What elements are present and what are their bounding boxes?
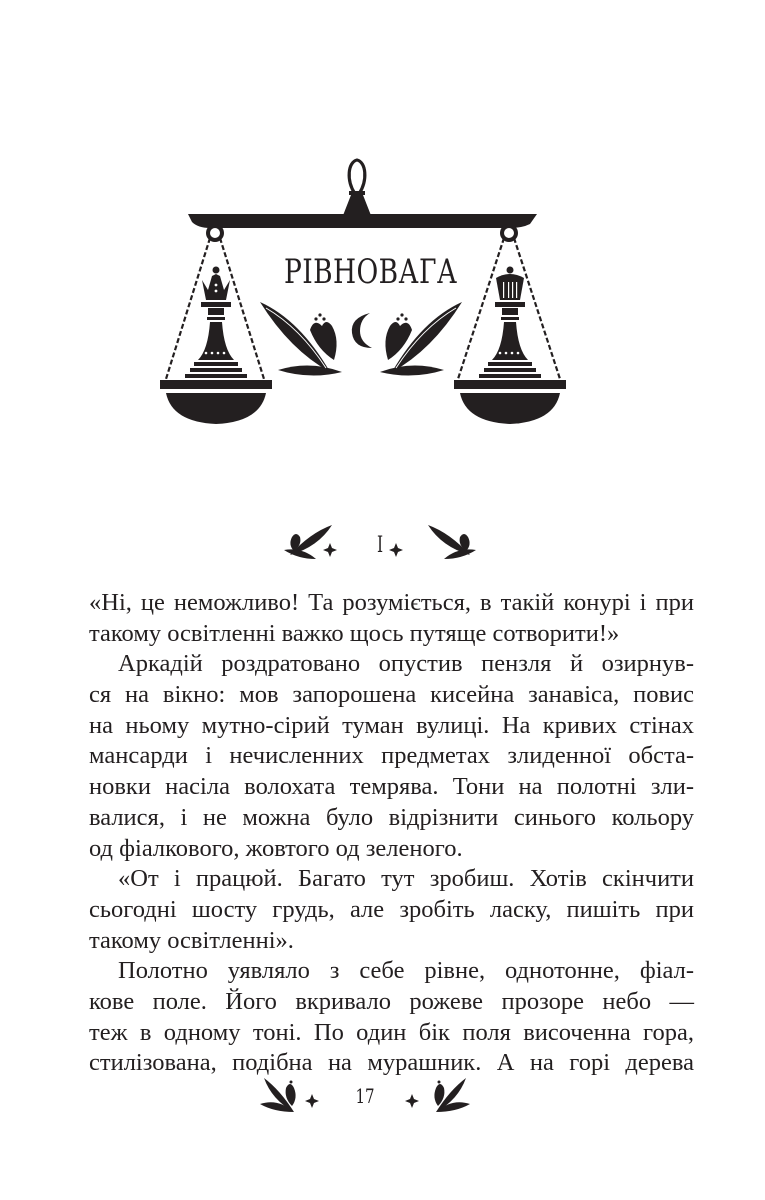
section-number: I	[376, 533, 384, 558]
balance-scale-illustration	[150, 150, 610, 430]
body-text	[89, 588, 694, 1079]
text-line: на ньому мутно-сірий туман вулиці. На кривих стінах	[89, 711, 694, 739]
text-line: «Ні, це неможливо! Та розуміється, в такій конурі і при	[89, 589, 694, 616]
text-line: такому освітленні важко щось путяще сотворити!»	[89, 619, 620, 647]
page-footer	[250, 1070, 480, 1130]
text-line: Полотно уявляло з себе рівне, однотонне, фіал-	[118, 957, 694, 985]
text-line: сьогодні шосту грудь, але зробіть ласку, пишіть при	[89, 895, 694, 923]
section-divider	[270, 515, 490, 575]
laurel-ornament	[260, 302, 462, 376]
text-line: од фіалкового, жовтого од зеленого.	[89, 834, 463, 862]
text-line: «От і працюй. Багато тут зробиш. Хотів скінчити	[118, 865, 694, 893]
text-line: такому освітленні».	[89, 926, 294, 954]
page-number: 17	[355, 1084, 375, 1108]
text-line: Аркадій роздратовано опустив пензля й озирнув-	[118, 650, 694, 678]
text-line: новки насіла волохата темрява. Тони на полотні зли-	[89, 773, 694, 801]
text-line: кове поле. Його вкривало рожеве прозоре небо —	[89, 987, 694, 1015]
text-line: валися, і не можна було відрізнити синього кольору	[89, 803, 694, 831]
text-line: ся на вікно: мов запорошена кисейна занавіса, повис	[89, 681, 694, 709]
text-line: теж в одному тоні. По один бік поля височенна гора,	[89, 1018, 694, 1046]
text-line: стилізована, подібна на мурашник. А на горі дерева	[89, 1049, 694, 1077]
crescent-moon-icon	[352, 313, 372, 348]
text-line: мансарди і нечисленних предметах злиденної обста-	[89, 742, 694, 770]
chapter-title: РІВНОВАГА	[284, 252, 458, 292]
